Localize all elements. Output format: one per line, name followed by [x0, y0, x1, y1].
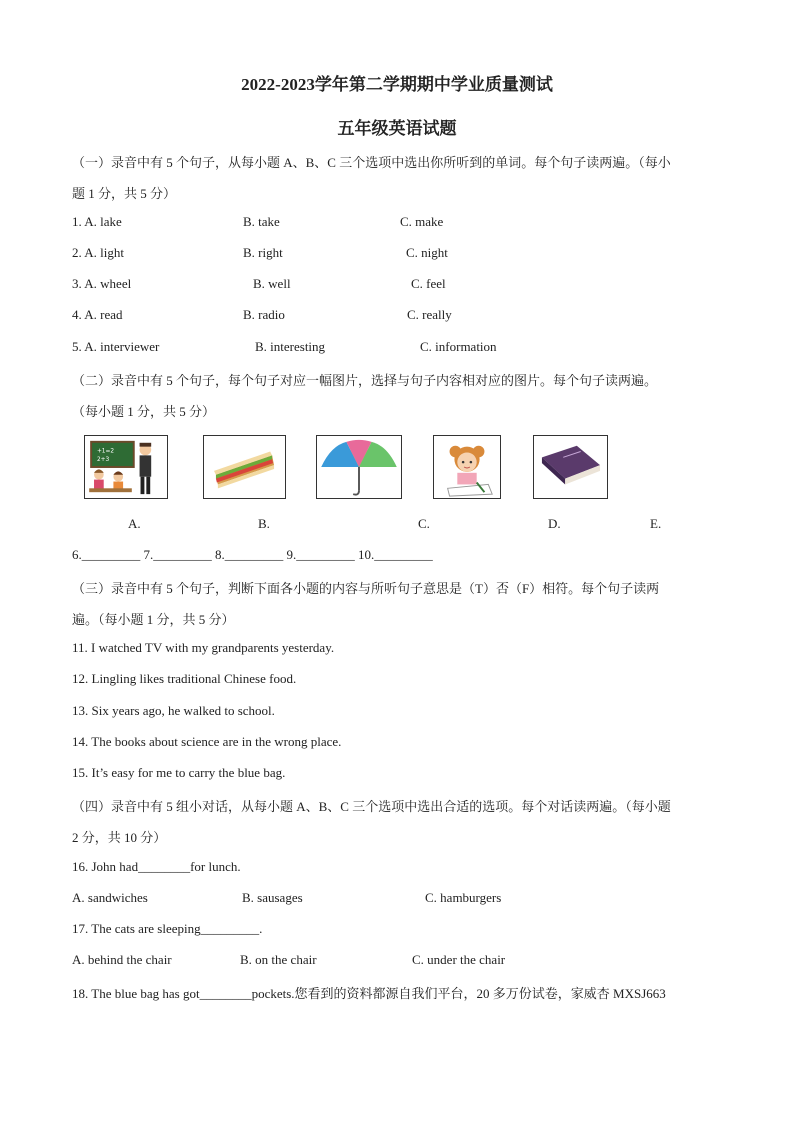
section-1-instruction-cont: 题 1 分，共 5 分） [72, 186, 177, 201]
question-16: 16. John had________for lunch. [72, 859, 241, 874]
answer-blanks-6-10: 6._________ 7._________ 8._________ 9._________ 10._________ [72, 547, 433, 562]
picture-label-e: E. [650, 516, 662, 531]
umbrella-image [316, 435, 402, 499]
option-c: C. night [406, 245, 448, 260]
option-b: B. well [253, 276, 291, 291]
option-b: B. right [243, 245, 283, 260]
svg-text:2+3: 2+3 [96, 457, 110, 464]
picture-label-b: B. [258, 516, 270, 531]
option-b: B. radio [243, 307, 285, 322]
option-c: C. make [400, 214, 444, 229]
picture-label-d: D. [548, 516, 561, 531]
option-a: 5. A. interviewer [72, 339, 160, 354]
classroom-teacher-image [84, 435, 168, 499]
option-a: A. sandwiches [72, 890, 148, 905]
page-title: 2022-2023学年第二学期期中学业质量测试 [241, 75, 553, 94]
option-c: C. hamburgers [425, 890, 502, 905]
option-c: C. really [407, 307, 452, 322]
section-4-instruction: （四）录音中有 5 组小对话，从每小题 A、B、C 三个选项中选出合适的选项。每个对话读两遍。（每小题 [72, 799, 671, 814]
question-11: 11. I watched TV with my grandparents yesterday. [72, 640, 335, 655]
question-12: 12. Lingling likes traditional Chinese food. [72, 671, 297, 686]
option-c: C. under the chair [412, 952, 506, 967]
option-a: 2. A. light [72, 245, 125, 260]
question-13: 13. Six years ago, he walked to school. [72, 703, 275, 718]
option-a: 3. A. wheel [72, 276, 132, 291]
section-3-instruction-cont: 遍。（每小题 1 分，共 5 分） [72, 612, 235, 627]
option-a: 1. A. lake [72, 214, 122, 229]
sandwich-image [203, 435, 286, 499]
section-4-instruction-cont: 2 分，共 10 分） [72, 830, 167, 845]
option-b: B. interesting [255, 339, 326, 354]
section-2-instruction: （二）录音中有 5 个句子，每个句子对应一幅图片，选择与句子内容相对应的图片。每个句子读两遍。 [72, 373, 658, 388]
question-14: 14. The books about science are in the wrong place. [72, 734, 342, 749]
svg-text:+1=2: +1=2 [96, 448, 115, 455]
book-image [533, 435, 608, 499]
option-b: B. on the chair [240, 952, 317, 967]
picture-label-a: A. [128, 516, 141, 531]
question-18: 18. The blue bag has got________pockets.您看到的资料都源自我们平台，20 多万份试卷，家威杏 MXSJ663 [72, 986, 666, 1001]
option-a: A. behind the chair [72, 952, 172, 967]
option-b: B. sausages [242, 890, 303, 905]
girl-drawing-image [433, 435, 501, 499]
question-17: 17. The cats are sleeping_________. [72, 921, 263, 936]
section-2-instruction-cont: （每小题 1 分，共 5 分） [72, 404, 216, 419]
option-c: C. information [420, 339, 497, 354]
option-c: C. feel [411, 276, 446, 291]
question-15: 15. It’s easy for me to carry the blue bag. [72, 765, 286, 780]
option-b: B. take [243, 214, 280, 229]
section-3-instruction: （三）录音中有 5 个句子，判断下面各小题的内容与所听句子意思是（T）否（F）相符。每个句子读两 [72, 581, 660, 596]
section-1-instruction: （一）录音中有 5 个句子，从每小题 A、B、C 三个选项中选出你所听到的单词。每个句子读两遍。（每小 [72, 155, 671, 170]
picture-label-c: C. [418, 516, 430, 531]
option-a: 4. A. read [72, 307, 123, 322]
page-subtitle: 五年级英语试题 [337, 119, 457, 138]
